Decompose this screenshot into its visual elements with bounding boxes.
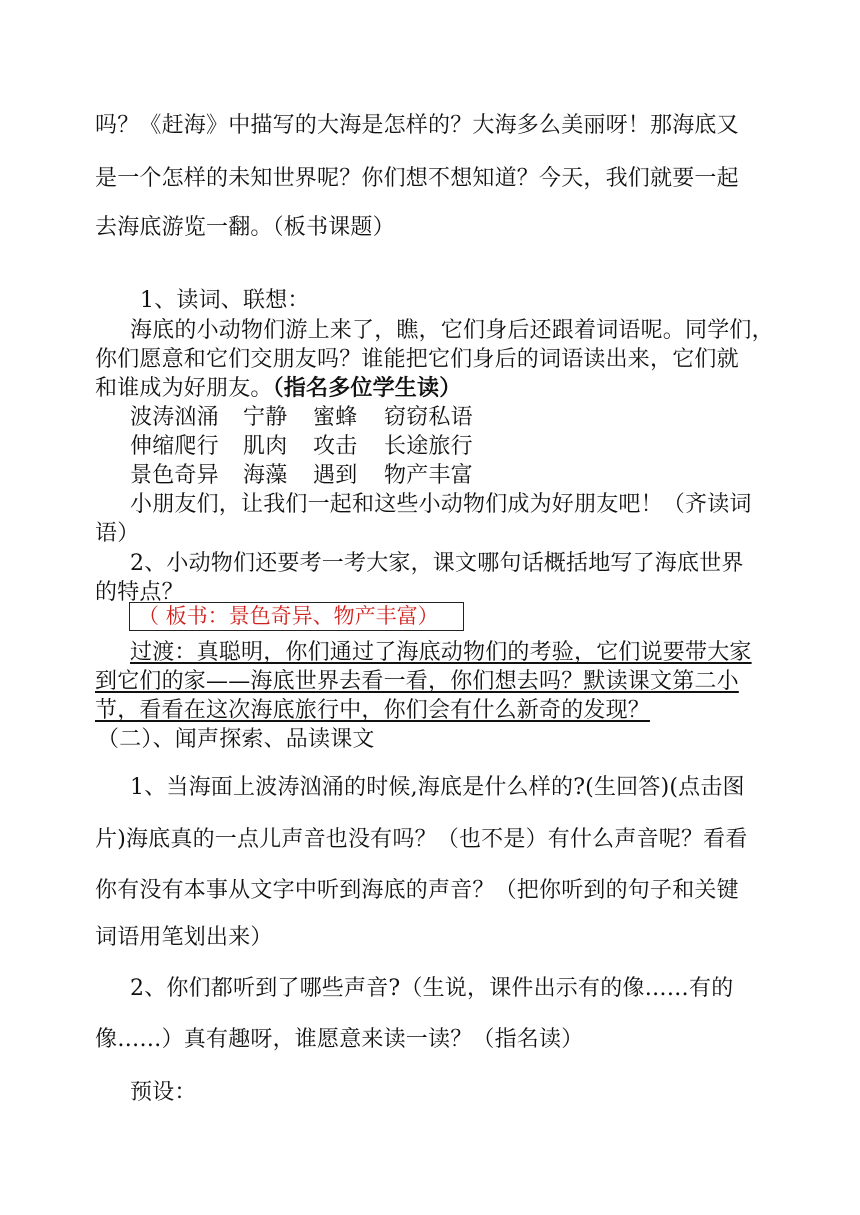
paragraph-1-line-1: 海底的小动物们游上来了，瞧，它们身后还跟着词语呢。同学们， [130, 318, 774, 343]
section2-q1-line-2: 片)海底真的一点儿声音也没有吗？（也不是）有什么声音呢？看看 [95, 827, 748, 852]
vocab-word: 蜜蜂 [313, 405, 358, 430]
section2-q1-line-3: 你有没有本事从文字中听到海底的声音？（把你听到的句子和关键 [95, 878, 739, 903]
question-2-line-1: 2、小动物们还要考一考大家，课文哪句话概括地写了海底世界 [130, 551, 744, 576]
vocab-word: 遇到 [313, 463, 358, 488]
intro-line-1: 吗？《赶海》中描写的大海是怎样的？大海多么美丽呀！那海底又 [95, 113, 739, 138]
teacher-note-bold: （指名多位学生读） [272, 375, 462, 401]
word-row-2 [130, 429, 810, 460]
paragraph-1-line-3 [95, 371, 775, 402]
vocab-word: 伸缩爬行 [130, 434, 219, 459]
vocab-word: 海藻 [243, 463, 288, 488]
section2-heading: （二）、闻声探索、品读课文 [97, 727, 375, 752]
transition-line-1: 过渡：真聪明，你们通过了海底动物们的考验，它们说要带大家 [130, 640, 752, 665]
vocab-word: 宁静 [243, 405, 288, 430]
transition-line-3: 节，看看在这次海底旅行中，你们会有什么新奇的发现？ [95, 698, 651, 723]
paragraph-1-line-2: 你们愿意和它们交朋友吗？谁能把它们身后的词语读出来，它们就 [95, 347, 739, 372]
vocab-word: 物产丰富 [384, 463, 473, 488]
vocab-word: 肌肉 [243, 434, 288, 459]
word-row-3 [130, 458, 810, 489]
blackboard-note-box: （ 板书：景色奇异、物产丰富） [129, 602, 464, 631]
vocab-word: 长途旅行 [384, 434, 473, 459]
preset-label: 预设： [130, 1080, 197, 1105]
vocab-word: 波涛汹涌 [130, 405, 219, 430]
question-2-line-2: 的特点？ [95, 580, 184, 605]
section2-q2-line-2: 像……）真有趣呀，谁愿意来读一读？（指名读） [95, 1027, 584, 1052]
vocab-word: 景色奇异 [130, 463, 219, 488]
paragraph-2-line-2: 语） [95, 521, 140, 546]
section2-q2-line-1: 2、你们都听到了哪些声音?（生说，课件出示有的像……有的 [130, 976, 734, 1001]
intro-line-3: 去海底游览一翻。（板书课题） [95, 215, 395, 240]
intro-line-2: 是一个怎样的未知世界呢？你们想不想知道？今天，我们就要一起 [95, 166, 739, 191]
section2-q1-line-4: 词语用笔划出来） [95, 925, 273, 950]
transition-line-2: 到它们的家——海底世界去看一看，你们想去吗？默读课文第二小 [95, 669, 739, 694]
paragraph-2-line-1: 小朋友们，让我们一起和这些小动物们成为好朋友吧！（齐读词 [130, 492, 752, 517]
paragraph-1-text: 和谁成为好朋友。 [95, 376, 273, 401]
vocab-word: 窃窃私语 [384, 405, 473, 430]
vocab-word: 攻击 [313, 434, 358, 459]
word-row-1 [130, 400, 810, 431]
section1-heading: 1、读词、联想： [140, 288, 310, 313]
section2-q1-line-1: 1、当海面上波涛汹涌的时候,海底是什么样的?(生回答)(点击图 [130, 775, 745, 800]
